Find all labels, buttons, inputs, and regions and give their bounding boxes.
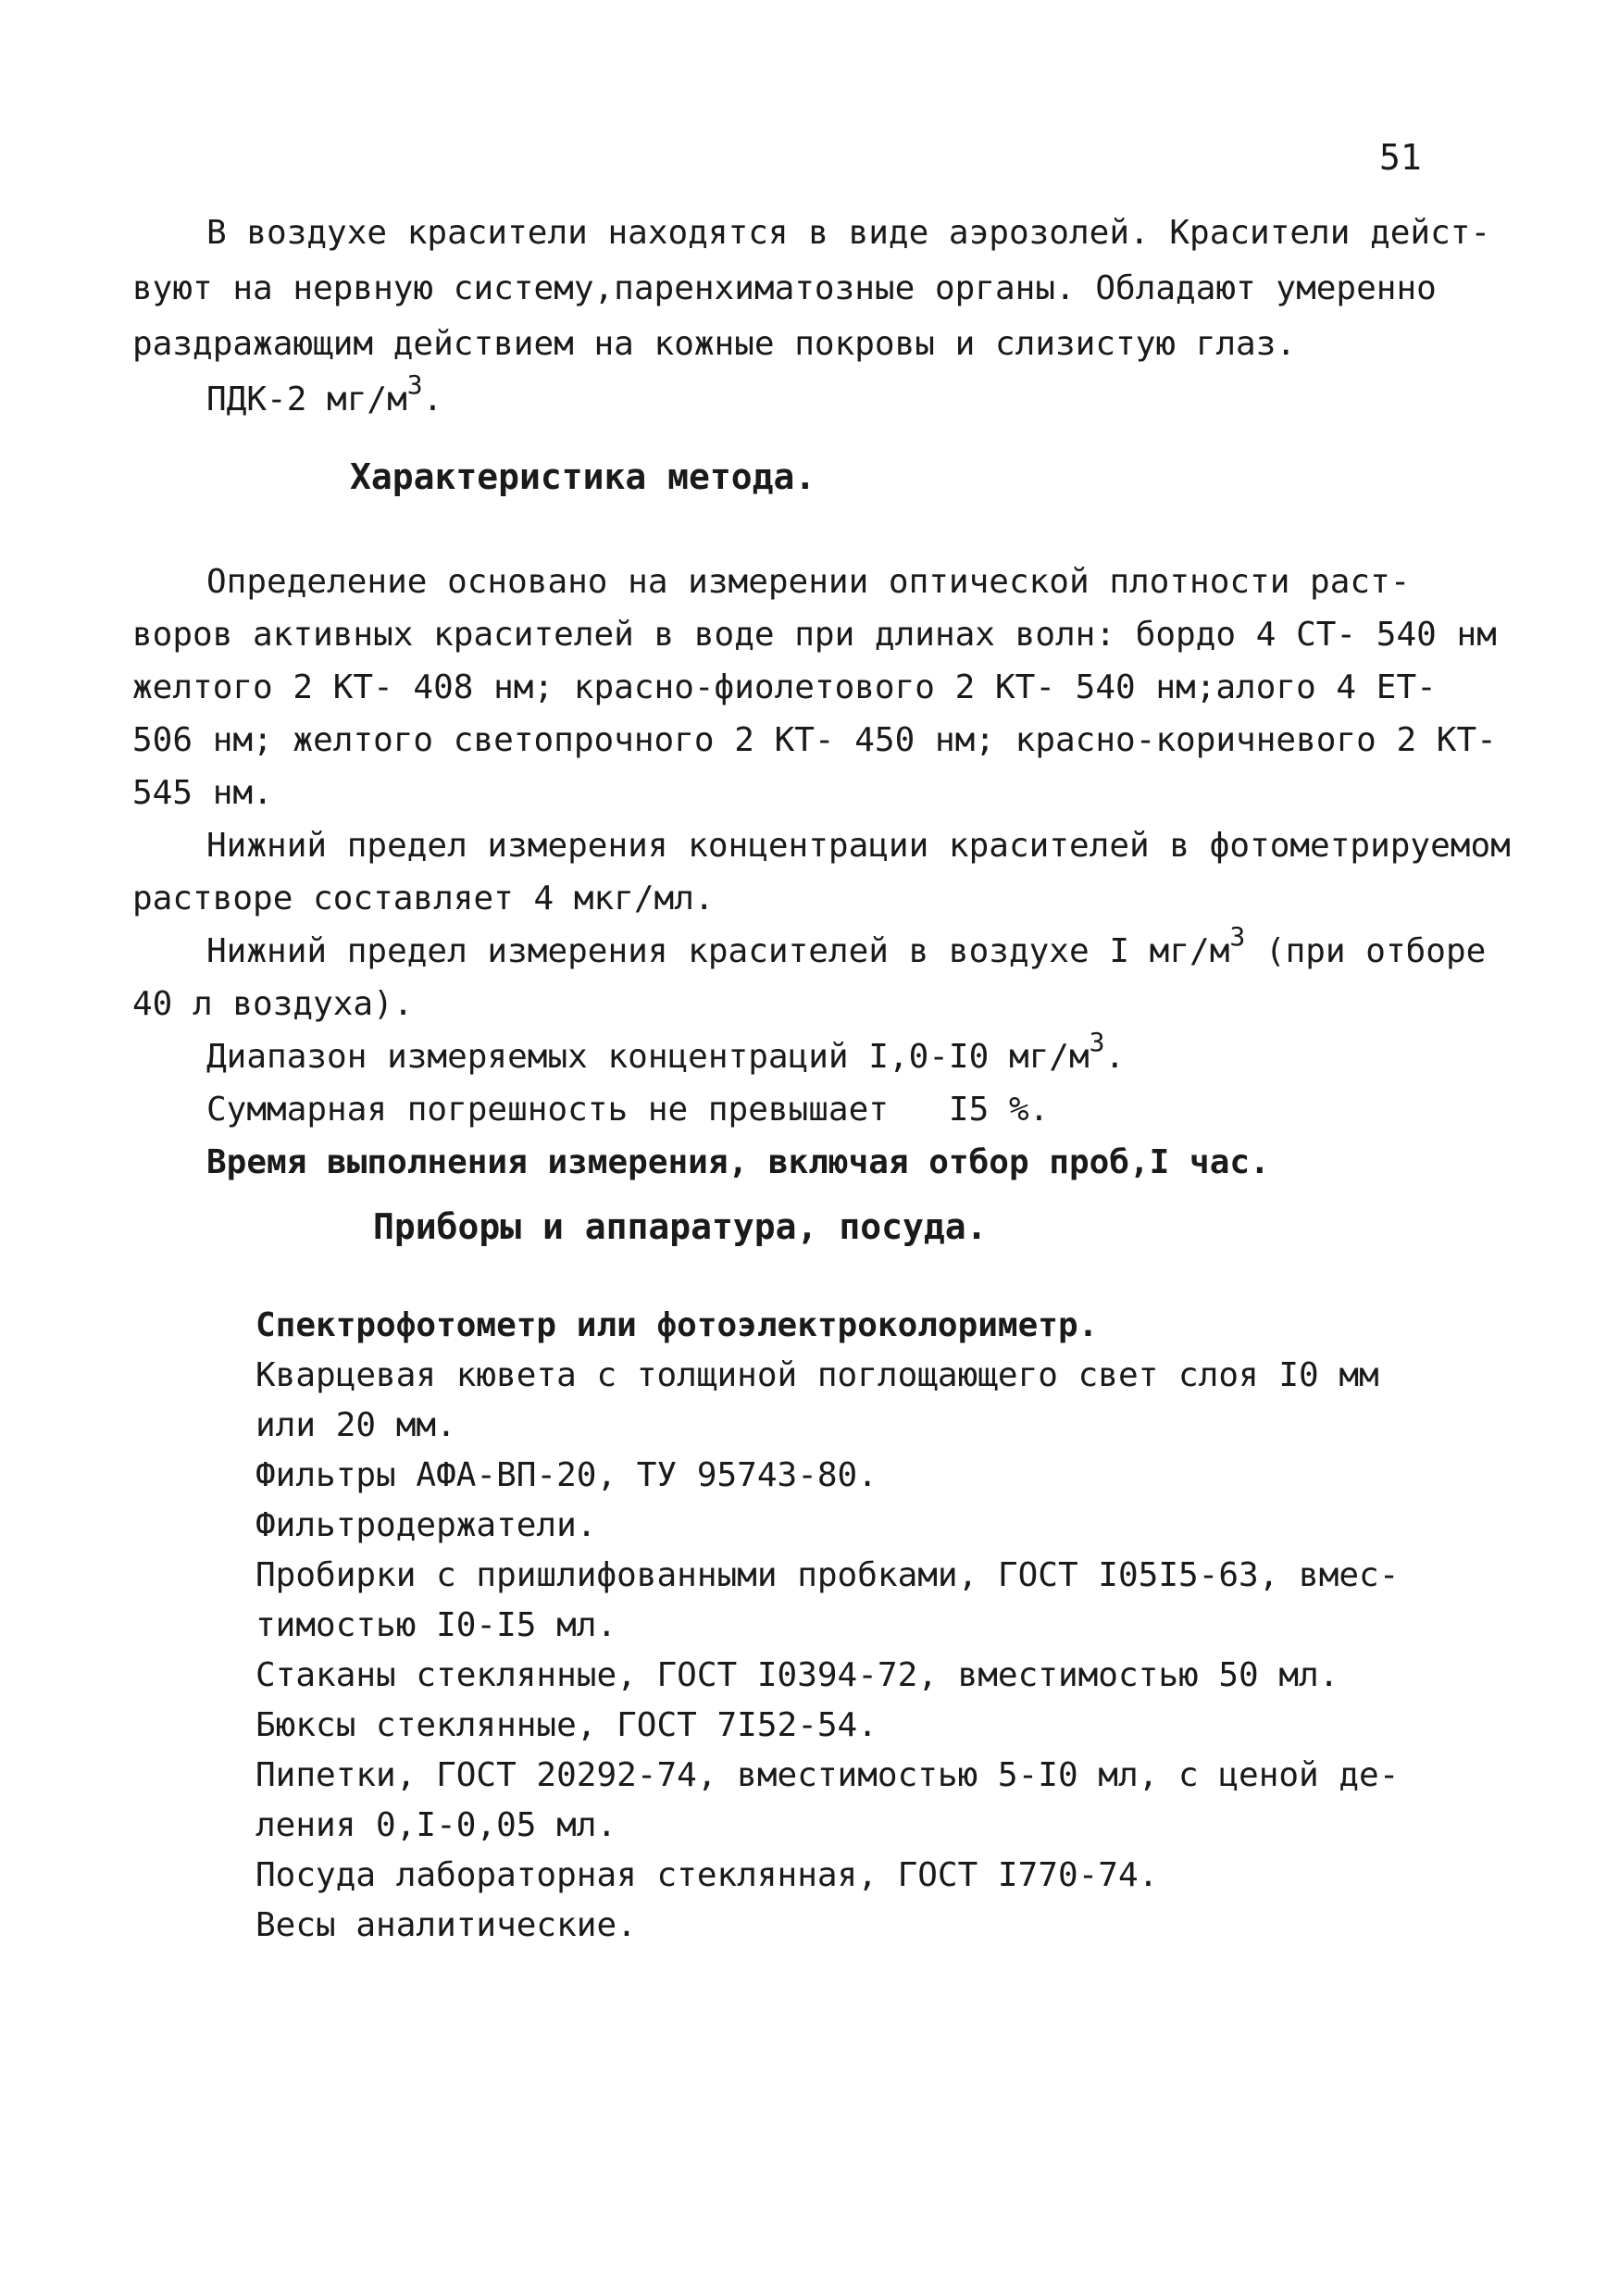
air-limit-tail: (при отборе	[1245, 932, 1487, 970]
equipment-item-7: Бюксы стеклянные, ГОСТ 7I52-54.	[255, 1706, 878, 1744]
range-text: Диапазон измеряемых концентраций I,0-I0 мг/м	[206, 1038, 1090, 1076]
range-end: .	[1104, 1038, 1126, 1076]
equipment-item-2-cont: или 20 мм.	[255, 1406, 456, 1444]
intro-line-1: В воздухе красители находятся в виде аэрозолей. Красители дейст-	[206, 214, 1491, 252]
equipment-heading: Приборы и аппаратура, посуда.	[373, 1206, 988, 1247]
equipment-item-2: Кварцевая кювета с толщиной поглощающего свет слоя I0 мм	[255, 1356, 1379, 1394]
intro-line-2: вуют на нервную систему,паренхиматозные органы. Обладают умеренно	[132, 269, 1437, 307]
method-line-6: Нижний предел измерения концентрации красителей в фотометрируемом	[206, 827, 1511, 865]
equipment-item-8-cont: ления 0,I-0,05 мл.	[255, 1806, 617, 1844]
equipment-item-1: Спектрофотометр или фотоэлектроколориметр.	[255, 1306, 1099, 1344]
equipment-item-5-cont: тимостью I0-I5 мл.	[255, 1606, 617, 1644]
equipment-item-9: Посуда лабораторная стеклянная, ГОСТ I770-74.	[255, 1856, 1159, 1894]
method-line-1: Определение основано на измерении оптической плотности раст-	[206, 563, 1411, 601]
equipment-item-5: Пробирки с пришлифованными пробками, ГОСТ I05I5-63, вмес-	[255, 1556, 1400, 1594]
range-line	[132, 1027, 1511, 1083]
equipment-list	[255, 1301, 1399, 1951]
pdk-text: ПДК-2 мг/м	[206, 381, 407, 418]
error-line: Суммарная погрешность не превышает I5 %.	[206, 1091, 1050, 1129]
air-limit-line	[132, 921, 1511, 978]
pdk-line	[132, 369, 1490, 428]
air-limit-line-2: 40 л воздуха).	[132, 985, 414, 1023]
pdk-sup: 3	[406, 369, 423, 400]
method-line-5: 545 нм.	[132, 774, 273, 812]
time-line: Время выполнения измерения, включая отбор проб,I час.	[206, 1143, 1270, 1181]
equipment-item-6: Стаканы стеклянные, ГОСТ I0394-72, вместимостью 50 мл.	[255, 1656, 1339, 1694]
method-line-4: 506 нм; желтого светопрочного 2 КТ- 450 нм; красно-коричневого 2 КТ-	[132, 721, 1497, 759]
equipment-item-10: Весы аналитические.	[255, 1906, 637, 1944]
pdk-end: .	[422, 381, 443, 418]
method-line-3: желтого 2 КТ- 408 нм; красно-фиолетового 2 КТ- 540 нм;алого 4 ЕТ-	[132, 668, 1437, 706]
equipment-item-3: Фильтры АФА-ВП-20, ТУ 95743-80.	[255, 1456, 878, 1494]
range-sup: 3	[1089, 1027, 1105, 1057]
method-paragraph	[132, 555, 1511, 1189]
method-line-2: воров активных красителей в воде при длинах волн: бордо 4 СТ- 540 нм	[132, 616, 1497, 654]
intro-paragraph	[132, 206, 1490, 428]
intro-line-3: раздражающим действием на кожные покровы и слизистую глаз.	[132, 325, 1297, 363]
method-line-7: растворе составляет 4 мкг/мл.	[132, 880, 715, 917]
page-number: 51	[1379, 137, 1422, 178]
equipment-item-4: Фильтродержатели.	[255, 1506, 597, 1544]
equipment-item-8: Пипетки, ГОСТ 20292-74, вместимостью 5-I0 мл, с ценой де-	[255, 1756, 1400, 1794]
method-heading: Характеристика метода.	[350, 456, 816, 497]
air-limit-sup: 3	[1229, 921, 1246, 952]
air-limit-text: Нижний предел измерения красителей в воздухе I мг/м	[206, 932, 1230, 970]
